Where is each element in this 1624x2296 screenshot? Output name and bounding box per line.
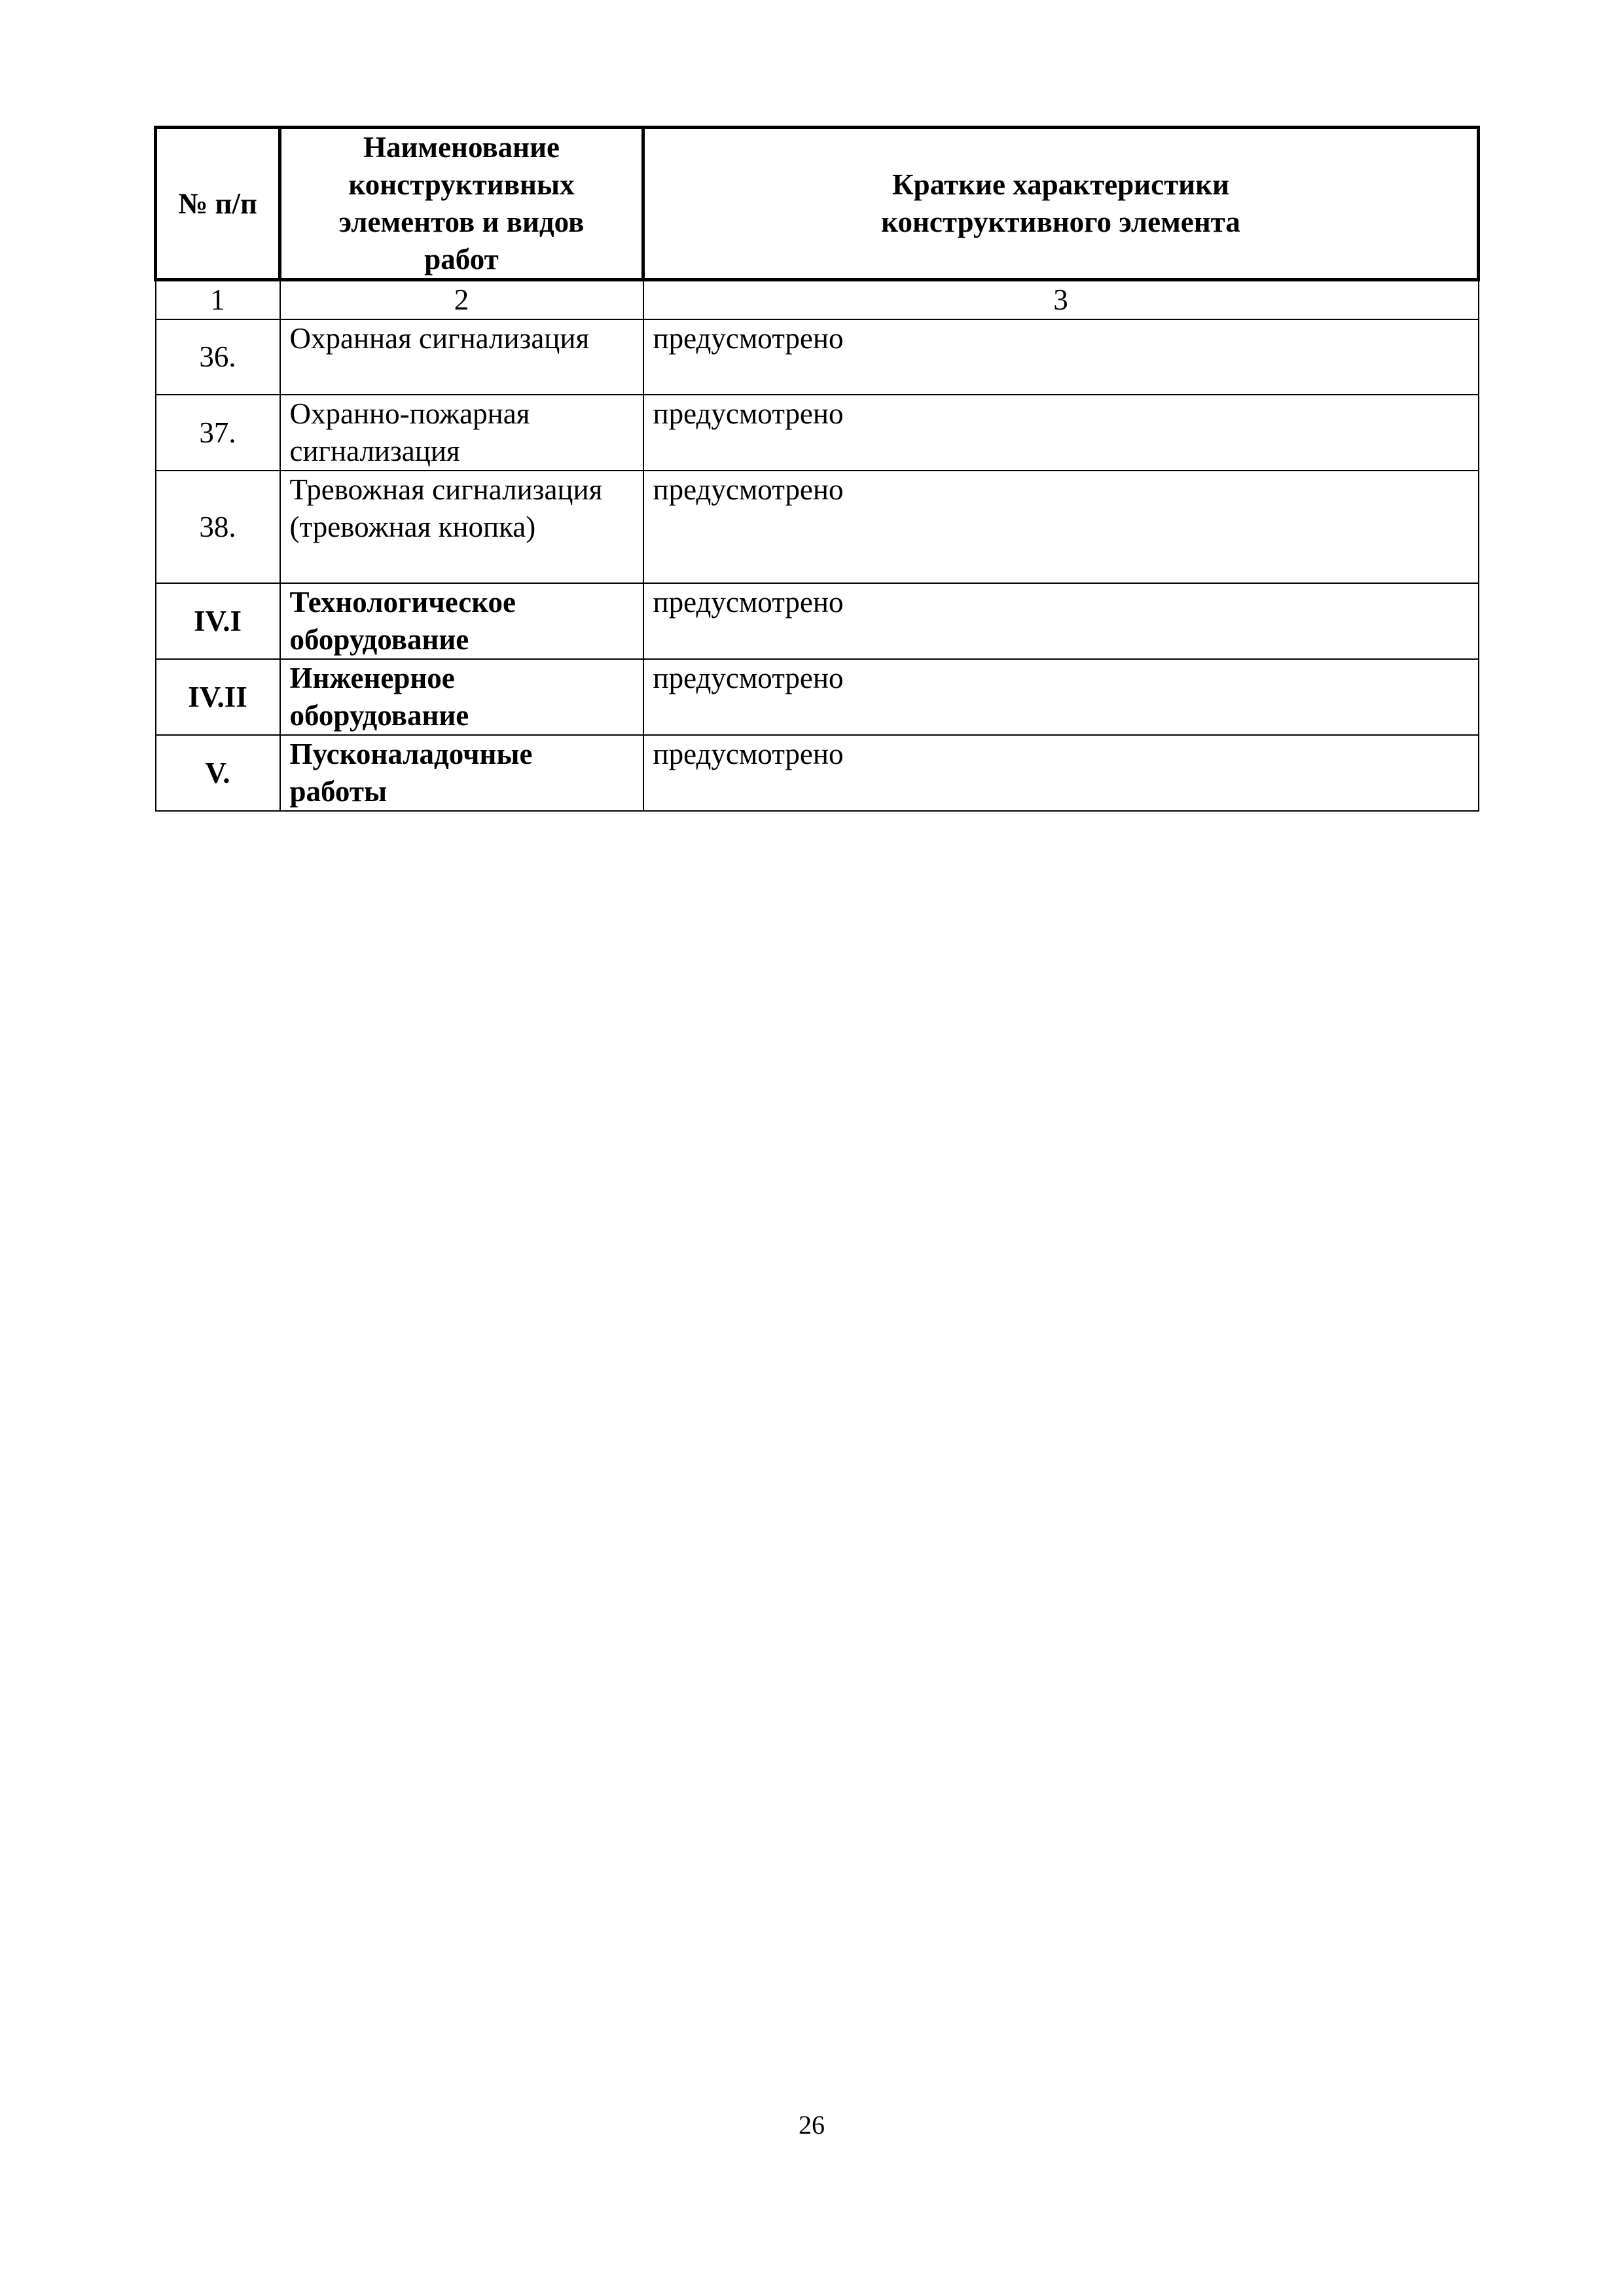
row-element-name: Пусконаладочные работы <box>280 735 643 811</box>
specification-table <box>154 126 1480 812</box>
table-row <box>156 319 1479 395</box>
column-number: 1 <box>156 280 280 320</box>
table-header-row <box>156 128 1479 280</box>
row-number: 36. <box>156 319 280 395</box>
table-row <box>156 583 1479 659</box>
table-row <box>156 735 1479 811</box>
header-number: № п/п <box>156 128 280 280</box>
row-element-name: Охранная сигнализация <box>280 319 643 395</box>
row-characteristics: предусмотрено <box>643 583 1479 659</box>
row-characteristics: предусмотрено <box>643 471 1479 583</box>
column-number: 2 <box>280 280 643 320</box>
row-element-name: Тревожная сигнализация (тревожная кнопка) <box>280 471 643 583</box>
row-characteristics: предусмотрено <box>643 659 1479 735</box>
column-number-row <box>156 280 1479 320</box>
header-element-name: Наименование конструктивных элементов и видов работ <box>280 128 643 280</box>
row-number: 37. <box>156 395 280 471</box>
column-number: 3 <box>643 280 1479 320</box>
row-number: 38. <box>156 471 280 583</box>
row-characteristics: предусмотрено <box>643 735 1479 811</box>
row-number: IV.I <box>156 583 280 659</box>
row-number: V. <box>156 735 280 811</box>
table-row <box>156 659 1479 735</box>
row-element-name: Охранно-пожарная сигнализация <box>280 395 643 471</box>
header-characteristics: Краткие характеристики конструктивного элемента <box>643 128 1479 280</box>
row-element-name: Инженерное оборудование <box>280 659 643 735</box>
table-row <box>156 395 1479 471</box>
row-number: IV.II <box>156 659 280 735</box>
row-element-name: Технологическое оборудование <box>280 583 643 659</box>
row-characteristics: предусмотрено <box>643 395 1479 471</box>
page-number: 26 <box>799 2110 825 2140</box>
table-row <box>156 471 1479 583</box>
row-characteristics: предусмотрено <box>643 319 1479 395</box>
